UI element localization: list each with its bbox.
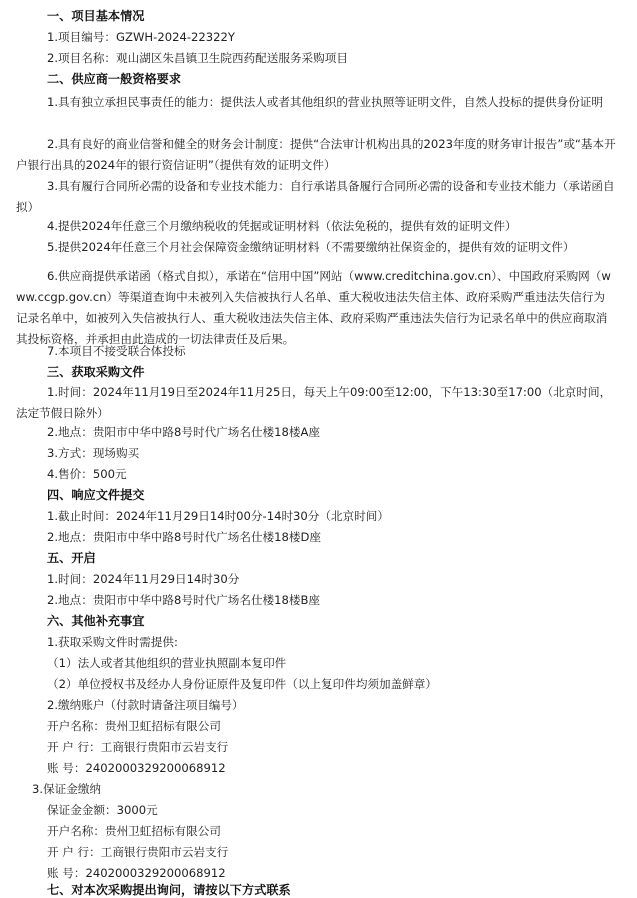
account-1-bank: 开 户 行：工商银行贵阳市云岩支行 [47,740,229,754]
payment-account-heading: 2.缴纳账户（付款时请备注项目编号） [47,698,244,712]
section-title-submission: 四、响应文件提交 [47,488,145,502]
account-1-number: 账 号：2402000329200068912 [47,761,226,775]
deposit-heading: 3.保证金缴纳 [32,782,102,796]
required-documents-heading: 1.获取采购文件时需提供: [47,635,178,649]
section-title-obtain-documents: 三、获取采购文件 [47,365,145,379]
required-document-2: （2）单位授权书及经办人身份证原件及复印件（以上复印件均须加盖鲜章） [47,677,437,691]
section-title-inquiries: 七、对本次采购提出询问，请按以下方式联系 [47,883,291,897]
required-document-1: （1）法人或者其他组织的营业执照副本复印件 [47,656,287,670]
submission-deadline: 1.截止时间：2024年11月29日14时00分-14时30分（北京时间） [47,509,389,523]
section-title-basic-info: 一、项目基本情况 [47,9,145,23]
project-number: 1.项目编号：GZWH-2024-22322Y [47,30,235,44]
qualification-item-5: 5.提供2024年任意三个月社会保障资金缴纳证明材料（不需要缴纳社保资金的，提供有效的证明文件） [47,240,575,254]
obtain-method: 3.方式：现场购买 [47,446,140,460]
submission-location: 2.地点：贵阳市中华中路8号时代广场名仕楼18楼D座 [47,530,321,544]
account-2-number: 账 号：2402000329200068912 [47,866,226,880]
qualification-item-6: 6.供应商提供承诺函（格式自拟），承诺在“信用中国”网站（www.creditchina.gov.cn）、中国政府采购网（www.ccgp.gov.cn）等渠道查询中未被列入失信被执行人名单、重大税收违法失信主体、政府采购严重违法失信行为记录名单中，如被列入失信被执行人、重大税收违法失信主体、政府采购严重违法失信行为记录名单中的供应商取消其投标资格，并承担由此造成的一切法律责任及后果。 [16,269,611,346]
project-name: 2.项目名称：观山湖区朱昌镇卫生院西药配送服务采购项目 [47,51,348,65]
qualification-item-3: 3.具有履行合同所必需的设备和专业技术能力：自行承诺具备履行合同所必需的设备和专业技术能力（承诺函自拟） [16,179,615,214]
section-title-qualifications: 二、供应商一般资格要求 [47,72,182,86]
qualification-item-4: 4.提供2024年任意三个月缴纳税收的凭据或证明材料（依法免税的，提供有效的证明文件） [47,219,517,233]
qualification-item-7: 7.本项目不接受联合体投标 [47,344,186,358]
account-1-name: 开户名称：贵州卫虹招标有限公司 [47,719,221,733]
qualification-item-2: 2.具有良好的商业信誉和健全的财务会计制度：提供“合法审计机构出具的2023年度的财务审计报告”或“基本开户银行出具的2024年的银行资信证明”（提供有效的证明文件） [16,137,616,172]
account-2-name: 开户名称：贵州卫虹招标有限公司 [47,824,221,838]
opening-time: 1.时间：2024年11月29日14时30分 [47,572,240,586]
account-2-bank: 开 户 行：工商银行贵阳市云岩支行 [47,845,229,859]
deposit-amount: 保证金金额：3000元 [47,803,158,817]
obtain-location: 2.地点：贵阳市中华中路8号时代广场名仕楼18楼A座 [47,425,320,439]
section-title-opening: 五、开启 [47,551,96,565]
document-price: 4.售价：500元 [47,467,127,481]
opening-location: 2.地点：贵阳市中华中路8号时代广场名仕楼18楼B座 [47,593,321,607]
qualification-item-1: 1.具有独立承担民事责任的能力：提供法人或者其他组织的营业执照等证明文件，自然人投标的提供身份证明 [47,95,603,109]
obtain-time: 1.时间：2024年11月19日至2024年11月25日，每天上午09:00至12:00，下午13:30至17:00（北京时间，法定节假日除外） [16,385,612,420]
section-title-other-matters: 六、其他补充事宜 [47,614,145,628]
